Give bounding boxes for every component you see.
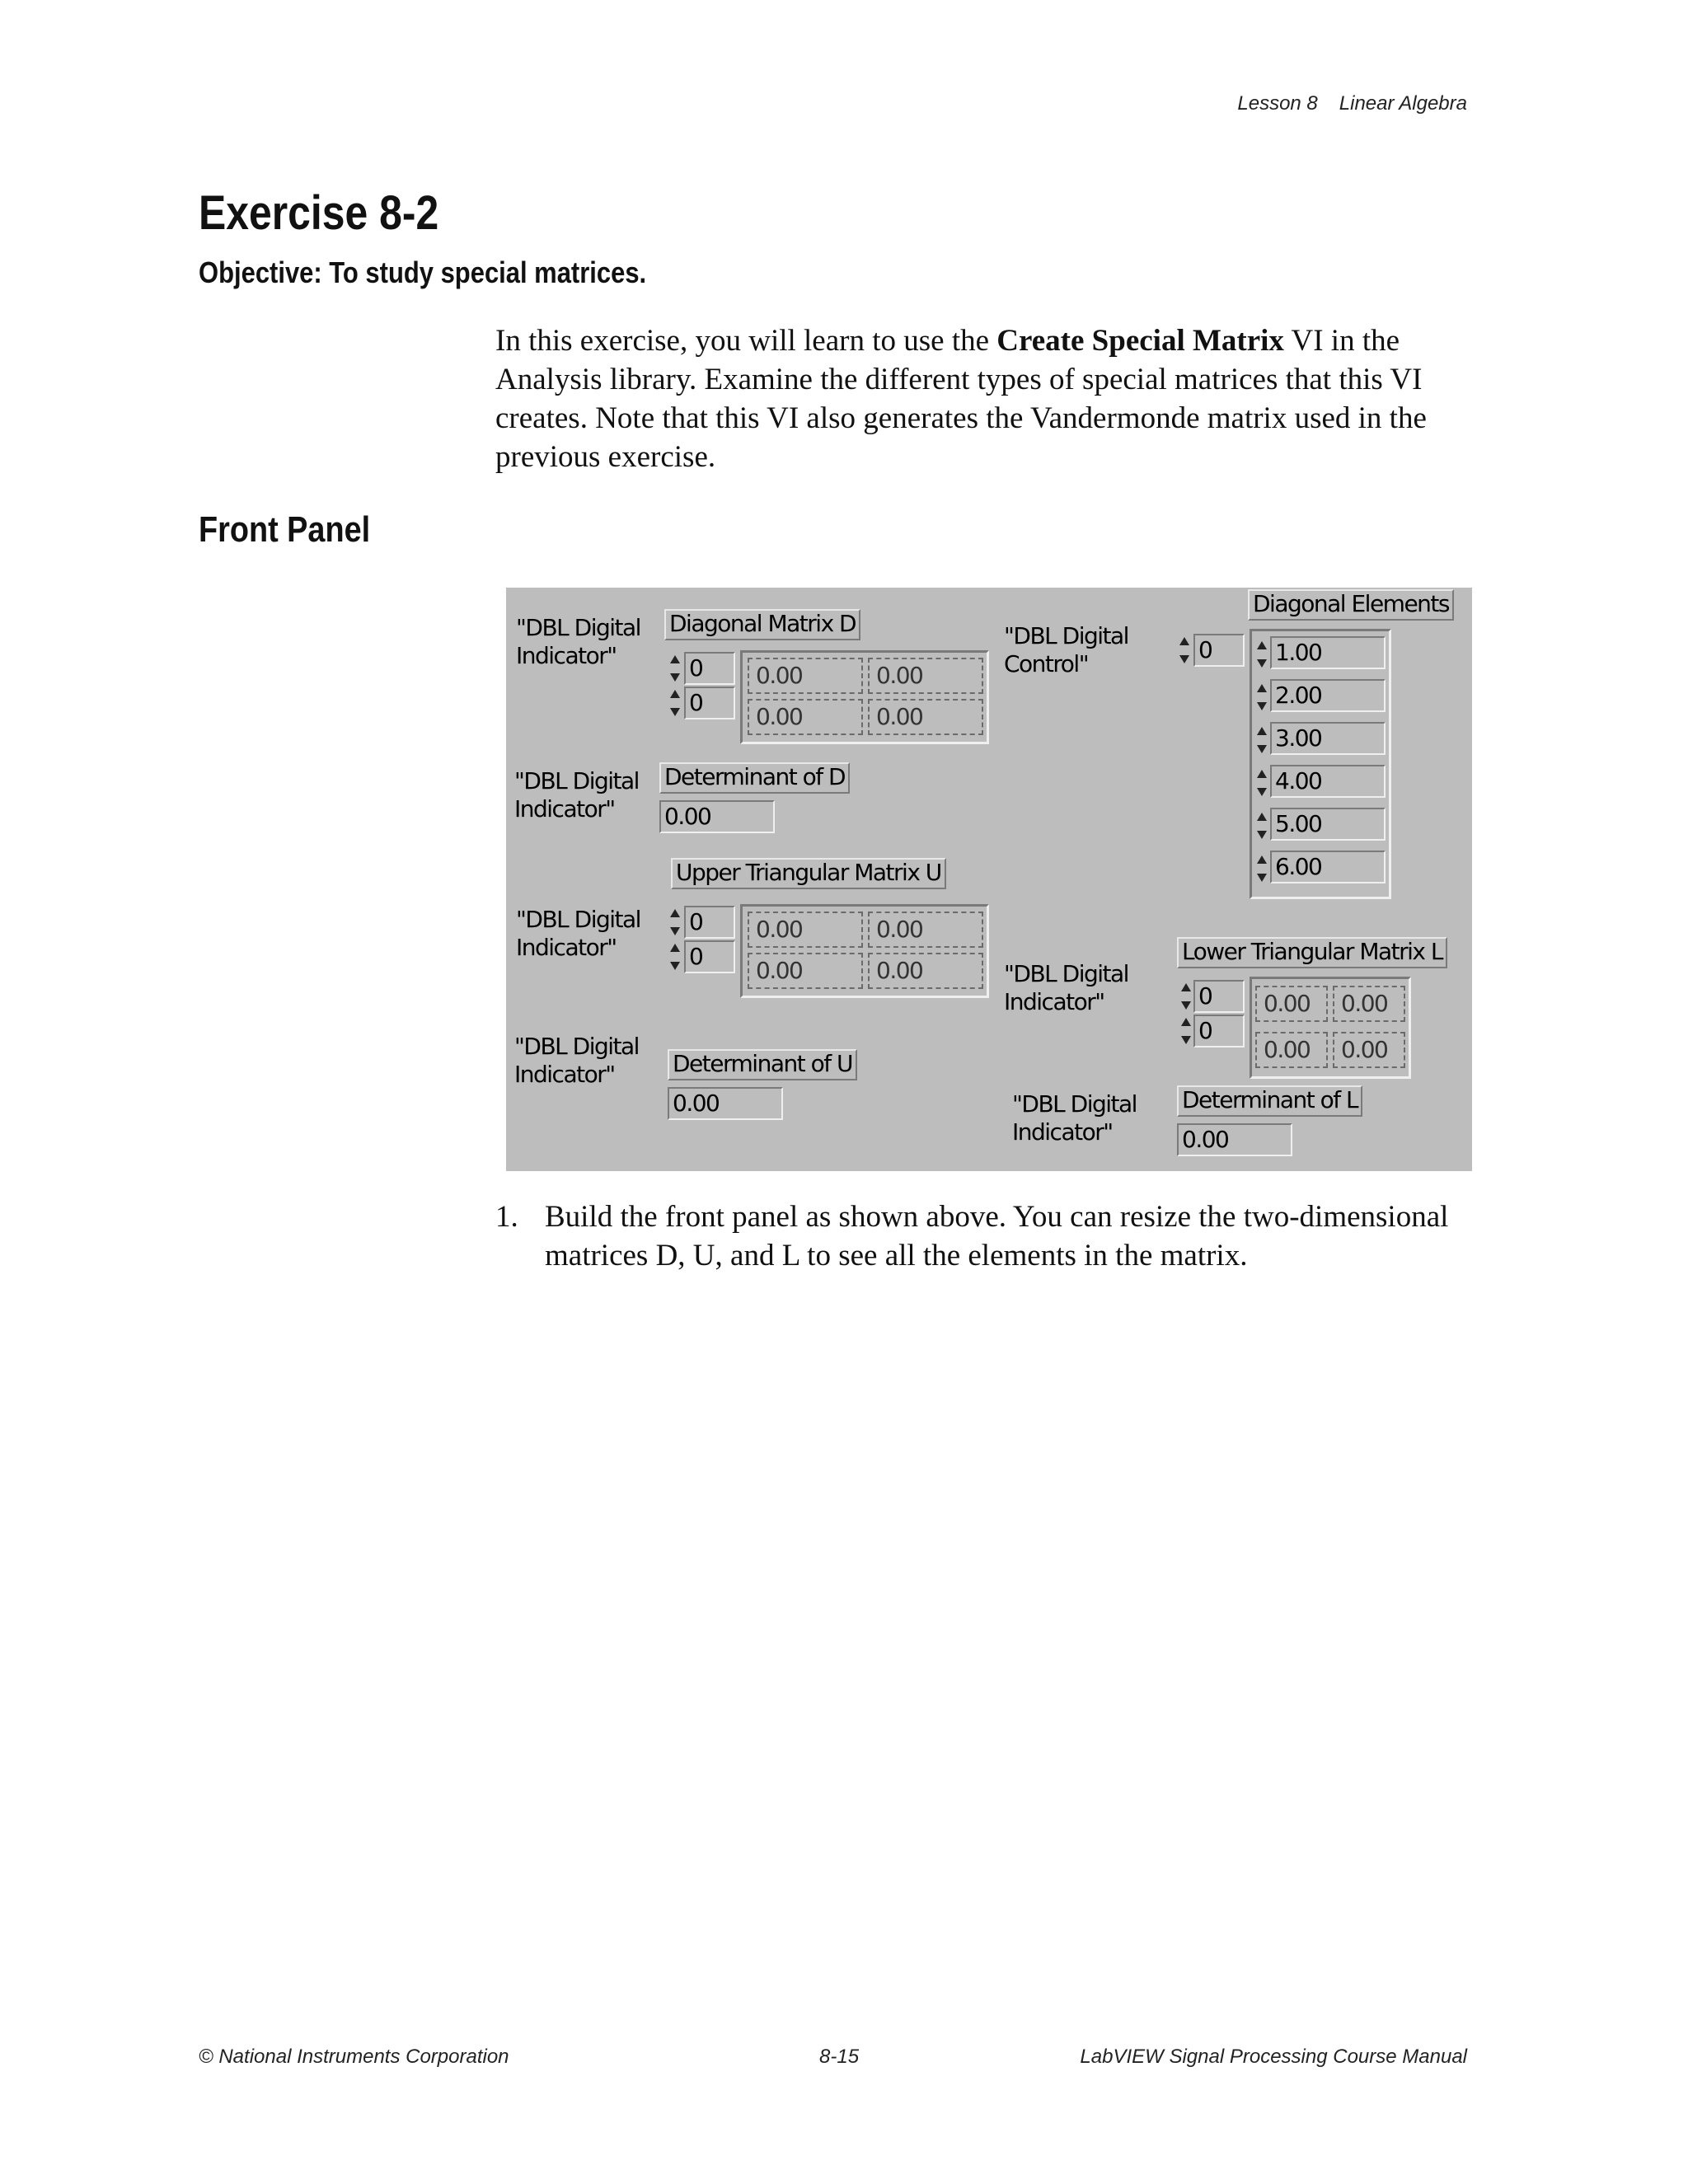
lower-l-caption: Lower Triangular Matrix L: [1177, 937, 1447, 968]
upper-u-col-index[interactable]: 0: [684, 940, 735, 973]
diag-d-row-index[interactable]: 0: [684, 652, 735, 685]
det-u-caption: Determinant of U: [668, 1049, 857, 1080]
lower-l-matrix: [1250, 977, 1411, 1079]
det-u-type-label: "DBL Digital Indicator": [514, 1033, 639, 1088]
diag-d-caption: Diagonal Matrix D: [664, 609, 860, 640]
det-l-indicator: 0.00: [1177, 1123, 1292, 1156]
element-spinner-icon[interactable]: [1254, 640, 1269, 669]
diag-elements-array: [1250, 629, 1391, 899]
diag-elements-index[interactable]: 0: [1193, 634, 1245, 667]
element-spinner-icon[interactable]: [1254, 768, 1269, 798]
diag-d-type-label: "DBL Digital Indicator": [516, 614, 640, 669]
det-d-caption: Determinant of D: [659, 762, 850, 794]
step-text: Build the front panel as shown above. You can resize the two-dimensional matrices D, U, and L to see all the elements in the matrix.: [545, 1200, 1449, 1272]
diag-element[interactable]: 4.00: [1270, 765, 1386, 798]
det-l-caption: Determinant of L: [1177, 1085, 1362, 1117]
running-header: [1237, 92, 1467, 115]
upper-u-row-index[interactable]: 0: [684, 906, 735, 939]
lower-l-type-label: "DBL Digital Indicator": [1004, 960, 1128, 1015]
diag-element[interactable]: 5.00: [1270, 808, 1386, 841]
diag-d-col-index[interactable]: 0: [684, 687, 735, 719]
lower-l-cell[interactable]: 0.00: [1255, 1032, 1328, 1068]
section-title: Front Panel: [199, 509, 371, 550]
diag-d-cell[interactable]: 0.00: [748, 699, 863, 735]
diag-elements-index-spinner-icon[interactable]: [1177, 635, 1192, 665]
upper-u-cell[interactable]: 0.00: [868, 912, 983, 948]
diag-d-col-spinner-icon[interactable]: [668, 688, 682, 718]
det-d-type-label: "DBL Digital Indicator": [514, 767, 639, 823]
upper-u-caption: Upper Triangular Matrix U: [671, 858, 946, 889]
diag-element[interactable]: 6.00: [1270, 851, 1386, 883]
upper-u-col-spinner-icon[interactable]: [668, 942, 682, 972]
lower-l-cell[interactable]: 0.00: [1255, 986, 1328, 1022]
exercise-title: Exercise 8-2: [199, 186, 439, 240]
diag-elements-type-label: "DBL Digital Control": [1004, 622, 1128, 677]
header-topic: Linear Algebra: [1339, 92, 1467, 115]
step-item: [495, 1197, 1480, 1275]
element-spinner-icon[interactable]: [1254, 725, 1269, 755]
diag-d-cell[interactable]: 0.00: [748, 658, 863, 694]
lower-l-cell[interactable]: 0.00: [1333, 986, 1405, 1022]
upper-u-cell[interactable]: 0.00: [748, 912, 863, 948]
vi-name: Create Special Matrix: [996, 324, 1284, 358]
lower-l-col-index[interactable]: 0: [1193, 1015, 1245, 1047]
footer-right: LabVIEW Signal Processing Course Manual: [1080, 2046, 1467, 2068]
diag-d-cell[interactable]: 0.00: [868, 658, 983, 694]
upper-u-row-spinner-icon[interactable]: [668, 907, 682, 937]
element-spinner-icon[interactable]: [1254, 854, 1269, 883]
intro-before: In this exercise, you will learn to use the: [495, 324, 997, 358]
diag-d-matrix: [740, 650, 989, 744]
diag-element[interactable]: 1.00: [1270, 636, 1386, 669]
footer-left: © National Instruments Corporation: [199, 2046, 509, 2068]
element-spinner-icon[interactable]: [1254, 682, 1269, 712]
det-d-indicator: 0.00: [659, 800, 775, 833]
diag-element[interactable]: 2.00: [1270, 679, 1386, 712]
lower-l-col-spinner-icon[interactable]: [1179, 1016, 1193, 1046]
upper-u-type-label: "DBL Digital Indicator": [516, 906, 640, 961]
diag-d-row-spinner-icon[interactable]: [668, 654, 682, 683]
det-u-indicator: 0.00: [668, 1087, 783, 1120]
diag-d-cell[interactable]: 0.00: [868, 699, 983, 735]
objective: Objective: To study special matrices.: [199, 255, 647, 289]
det-l-type-label: "DBL Digital Indicator": [1012, 1090, 1137, 1146]
lower-l-row-index[interactable]: 0: [1193, 980, 1245, 1013]
intro-paragraph: [495, 321, 1480, 476]
upper-u-matrix: [740, 904, 989, 998]
step-number: 1.: [495, 1200, 518, 1234]
lower-l-cell[interactable]: 0.00: [1333, 1032, 1405, 1068]
front-panel: [506, 588, 1472, 1171]
diag-elements-caption: Diagonal Elements: [1248, 589, 1454, 621]
intro-after: VI in the Analysis library. Examine the different types of special matrices that this VI creates. Note that this VI also generates the Vandermonde matrix used in the previous exercise.: [495, 324, 1427, 474]
upper-u-cell[interactable]: 0.00: [868, 953, 983, 989]
element-spinner-icon[interactable]: [1254, 811, 1269, 841]
lower-l-row-spinner-icon[interactable]: [1179, 982, 1193, 1011]
upper-u-cell[interactable]: 0.00: [748, 953, 863, 989]
steps-list: [495, 1197, 1480, 1275]
diag-element[interactable]: 3.00: [1270, 722, 1386, 755]
footer-page-number: 8-15: [819, 2046, 860, 2068]
header-lesson: Lesson 8: [1237, 92, 1318, 115]
